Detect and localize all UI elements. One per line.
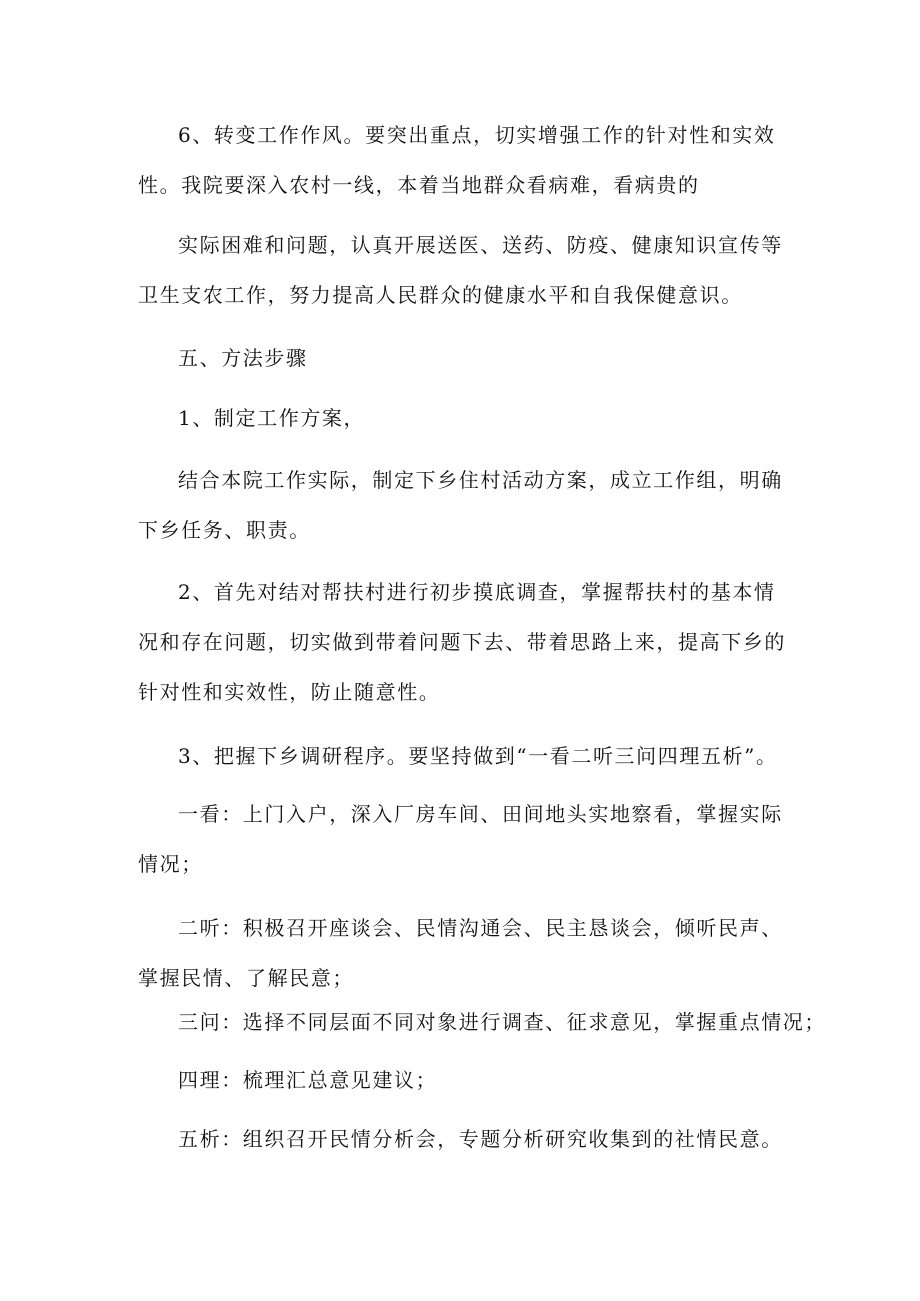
paragraph-look: 一看：上门入户，深入厂房车间、田间地头实地察看，掌握实际情况； [138,802,783,876]
paragraph-step-3: 3、把握下乡调研程序。要坚持做到“一看二听三问四理五析”。 [178,744,778,768]
paragraph-listen: 二听：积极召开座谈会、民情沟通会、民主恳谈会，倾听民声、掌握民情、了解民意； [138,916,783,990]
paragraph-sort: 四理：梳理汇总意见建议； [178,1068,438,1092]
paragraph-step-2: 2、首先对结对帮扶村进行初步摸底调查，掌握帮扶村的基本情况和存在问题，切实做到带着问题下去、带着思路上来，提高下乡的针对性和实效性，防止随意性。 [138,580,786,704]
paragraph-practical-difficulties: 实际困难和问题，认真开展送医、送药、防疫、健康知识宣传等卫生支农工作，努力提高人民群众的健康水平和自我保健意识。 [138,233,783,307]
section-heading-methods: 五、方法步骤 [178,346,308,370]
paragraph-work-style: 6、转变工作作风。要突出重点，切实增强工作的针对性和实效性。我院要深入农村一线，本着当地群众看病难，看病贵的 [138,123,776,197]
paragraph-work-plan: 结合本院工作实际，制定下乡住村活动方案，成立工作组，明确下乡任务、职责。 [138,468,783,542]
paragraph-ask: 三问：选择不同层面不同对象进行调查、征求意见，掌握重点情况； [178,1010,826,1034]
paragraph-analyze: 五析：组织召开民情分析会，专题分析研究收集到的社情民意。 [178,1127,783,1151]
paragraph-step-1: 1、制定工作方案， [178,406,366,430]
